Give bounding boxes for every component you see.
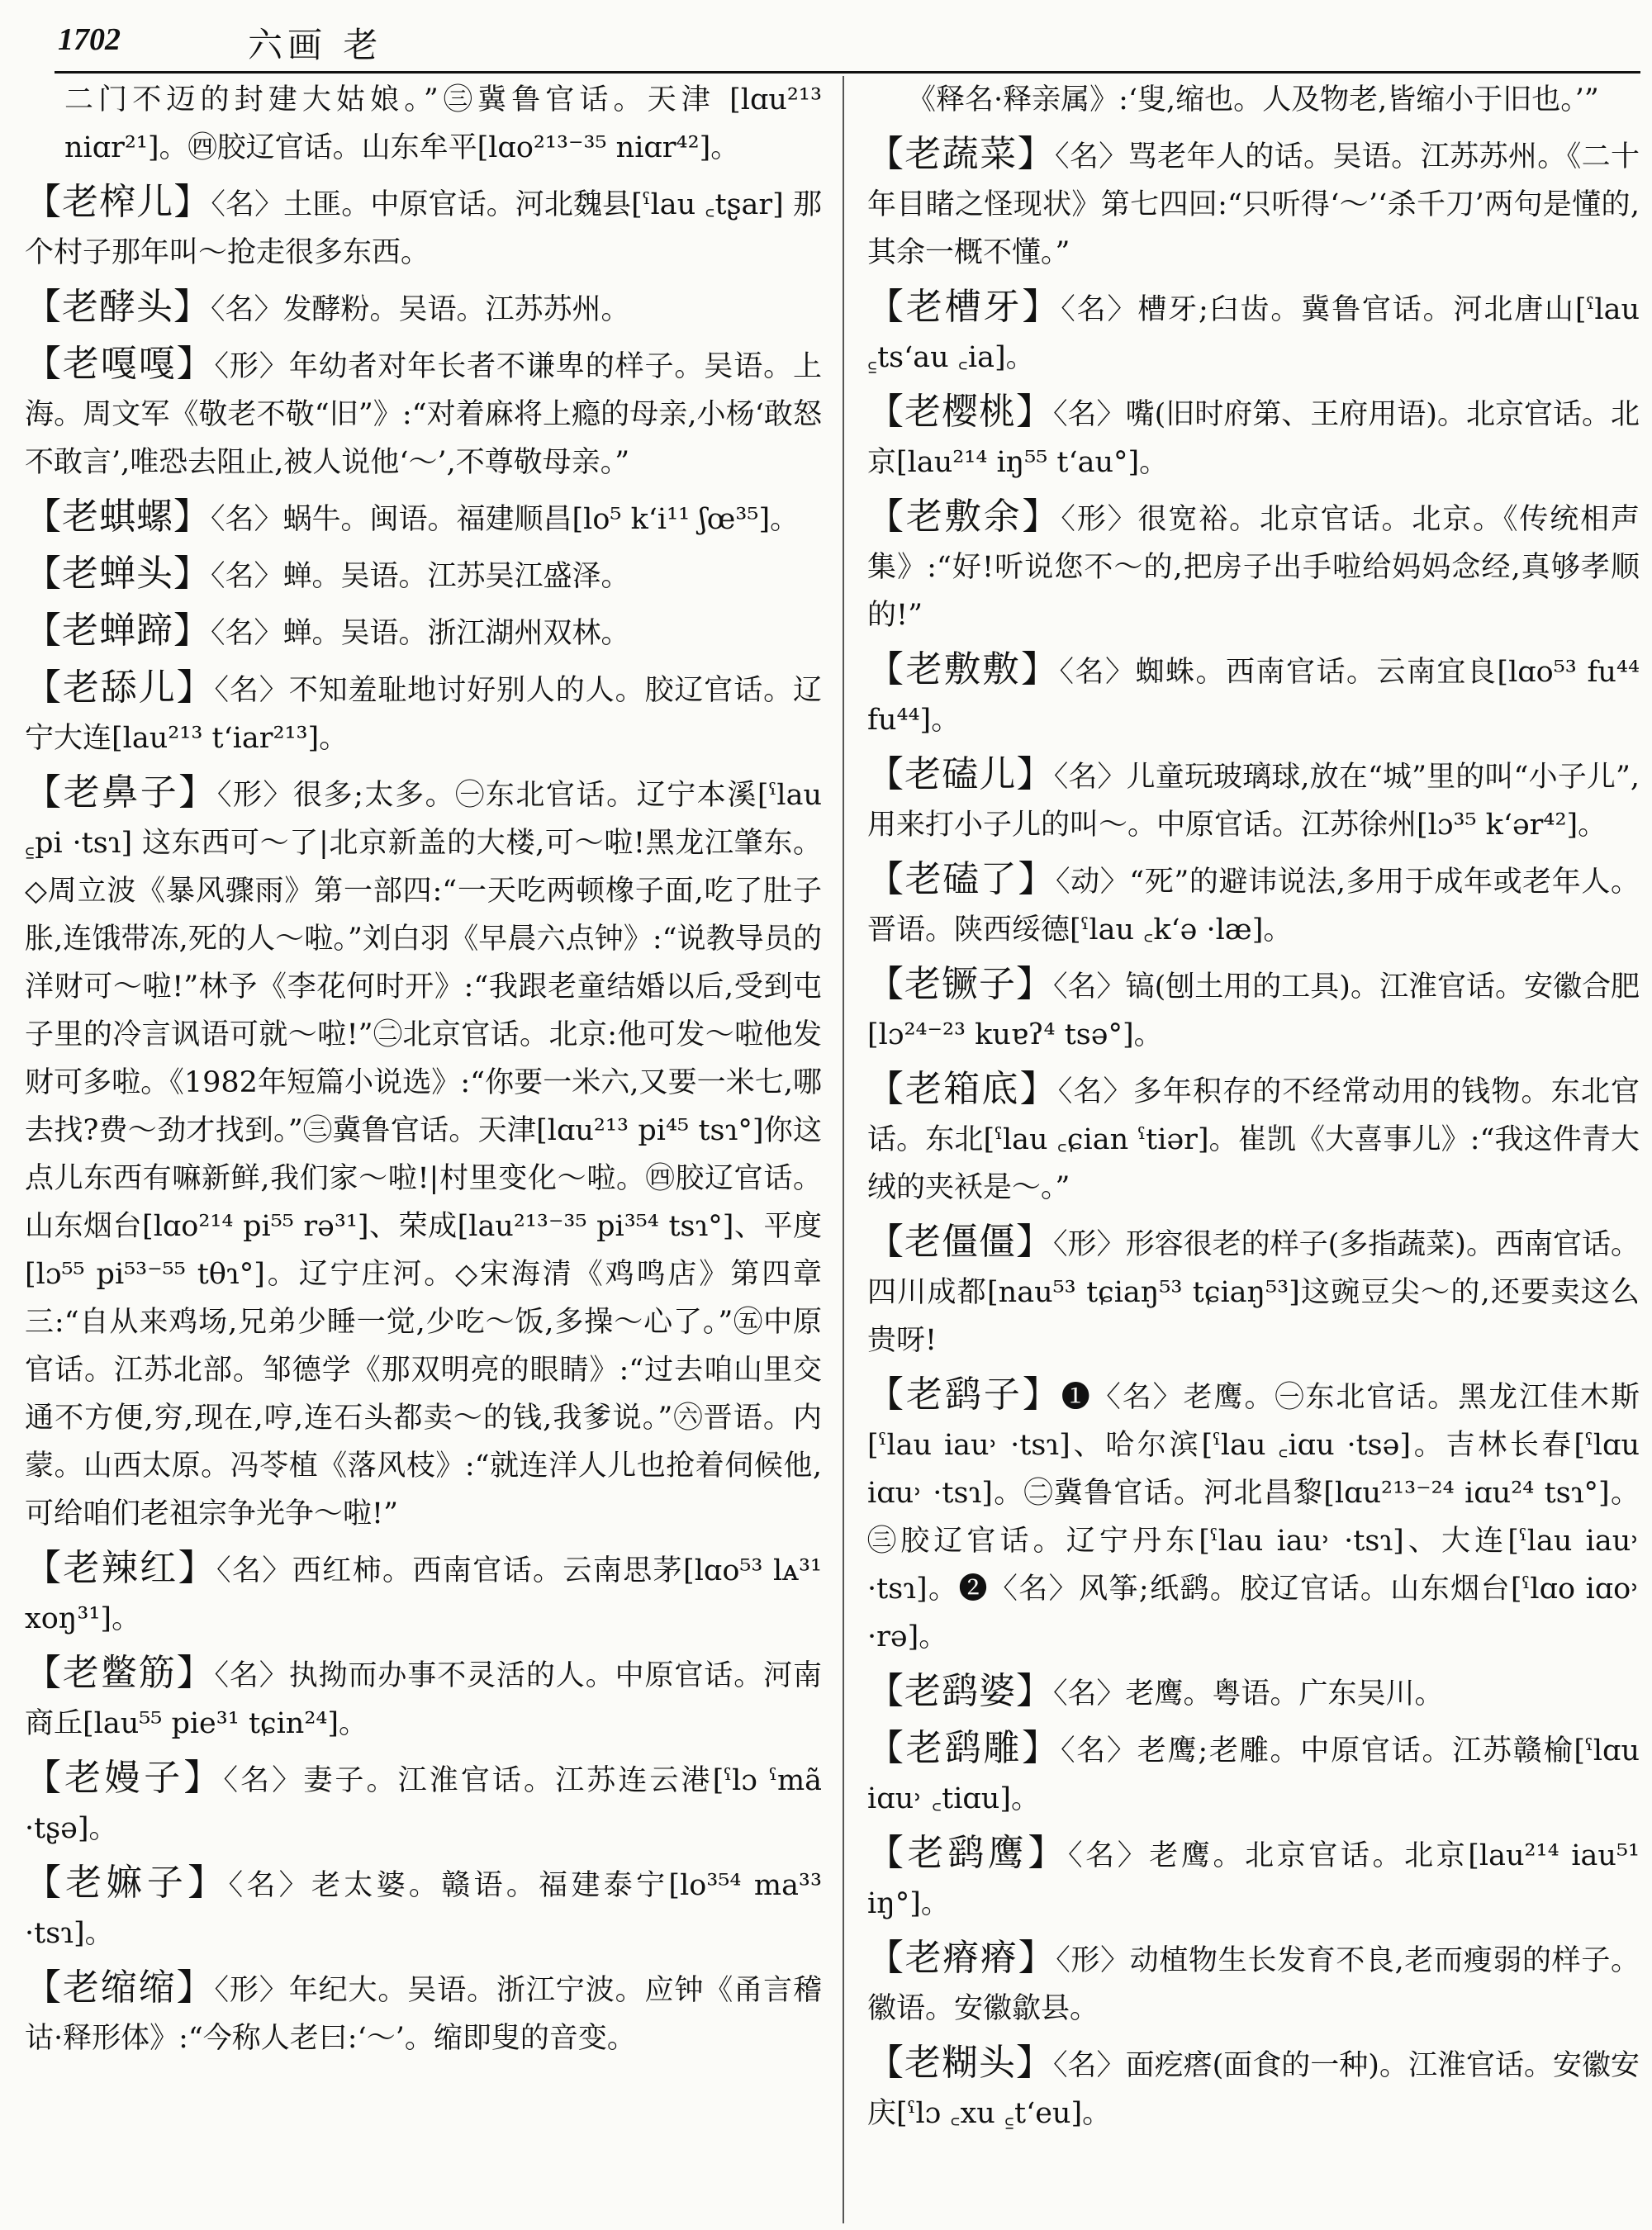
entry-definition: 〈动〉“死”的避讳说法,多用于成年或老年人。晋语。陕西绥德[ˤlau ꜀k‘ə ·læ]。: [867, 866, 1640, 947]
right-column: [867, 76, 1640, 2144]
entry-headword: 【老箱底】: [867, 1068, 1058, 1110]
entry-definition: 〈名〉妻子。江淮官话。江苏连云港[ˤlɔ ˤmã ·tʂə]。: [25, 1764, 823, 1845]
entry-definition: 〈名〉嘴(旧时府第、王府用语)。北京官话。北京[lau²¹⁴ iŋ⁵⁵ t‘au°]。: [867, 398, 1640, 479]
page-number: 1702: [58, 22, 121, 57]
entry-definition: 〈名〉蝉。吴语。浙江湖州双林。: [211, 617, 630, 650]
dictionary-entry: [25, 1544, 822, 1643]
dictionary-entry: [867, 2039, 1640, 2137]
dictionary-entry: [867, 76, 1640, 124]
entry-definition: 〈名〉老鹰。粤语。广东吴川。: [1053, 1677, 1444, 1710]
dictionary-entry: [867, 751, 1640, 849]
dictionary-entry: [867, 1218, 1640, 1364]
dictionary-entry: [867, 493, 1640, 639]
entry-definition: 〈名〉蜘蛛。西南官话。云南宜良[lɑo⁵³ fu⁴⁴ fu⁴⁴]。: [867, 656, 1640, 737]
dictionary-entry: [867, 1934, 1640, 2033]
dictionary-entry: [25, 1859, 822, 1957]
dictionary-entry: [25, 769, 822, 1538]
entry-headword: 【老敷敷】: [867, 648, 1060, 690]
entry-definition: 〈形〉年幼者对年长者不谦卑的样子。吴语。上海。周文军《敬老不敬“旧”》:“对着麻将上瘾的母亲,小杨‘敢怒不敢言’,唯恐去阻止,被人说他‘～’,不尊敬母亲。”: [25, 350, 822, 479]
dictionary-entry: [25, 340, 822, 486]
entry-headword: 【老酵头】: [25, 286, 211, 328]
entry-definition: 《释名·释亲属》:‘叟,缩也。人及物老,皆缩小于旧也。’”: [907, 83, 1599, 116]
dictionary-entry: [867, 961, 1640, 1059]
entry-headword: 【老嫲子】: [25, 1862, 229, 1904]
entry-headword: 【老磕了】: [867, 858, 1056, 900]
entry-headword: 【老糊头】: [867, 2042, 1054, 2084]
entry-headword: 【老嫚子】: [25, 1757, 224, 1799]
dictionary-entry: [25, 1754, 822, 1853]
dictionary-entry: [867, 1371, 1640, 1661]
entry-headword: 【老槽牙】: [867, 286, 1061, 328]
entry-headword: 【老辣红】: [25, 1547, 217, 1589]
entry-definition: 〈名〉面疙瘩(面食的一种)。江淮官话。安徽安庆[ˤlɔ ꜀xu ꜁t‘eu]。: [867, 2049, 1640, 2130]
column-divider: [843, 76, 844, 2223]
dictionary-entry: [867, 1065, 1640, 1212]
entry-definition: 〈形〉年纪大。吴语。浙江宁波。应钟《甬言稽诂·释形体》:“今称人老曰:‘～’。缩即叟的音变。: [25, 1974, 822, 2055]
section-title: 六画 老: [248, 25, 383, 65]
dictionary-entry: [867, 856, 1640, 954]
entry-definition: 〈形〉形容很老的样子(多指蔬菜)。西南官话。四川成都[nau⁵³ tɕiaŋ⁵³ tɕiaŋ⁵³]这豌豆尖～的,还要卖这么贵呀!: [867, 1228, 1640, 1357]
entry-definition: 〈名〉儿童玩玻璃球,放在“城”里的叫“小子儿”,用来打小子儿的叫～。中原官话。江苏徐州[lɔ³⁵ k‘ər⁴²]。: [867, 761, 1640, 842]
page-header: [58, 15, 1644, 66]
dictionary-entry: [25, 550, 822, 600]
dictionary-entry: [25, 493, 822, 543]
dictionary-entry: [867, 1829, 1640, 1928]
entry-definition: 〈名〉执拗而办事不灵活的人。中原官话。河南商丘[lau⁵⁵ pie³¹ tɕin²⁴]。: [25, 1659, 822, 1740]
entry-definition: 〈名〉不知羞耻地讨好别人的人。胶辽官话。辽宁大连[lau²¹³ t‘iar²¹³]。: [25, 674, 822, 755]
entry-headword: 【老缩缩】: [25, 1967, 215, 2009]
dictionary-entry: [867, 1668, 1640, 1718]
entry-definition: 〈名〉槽牙;臼齿。冀鲁官话。河北唐山[ˤlau ꜁ts‘au ꜀ia]。: [867, 293, 1640, 374]
dictionary-entry: [867, 130, 1640, 277]
entry-headword: 【老嘎嘎】: [25, 343, 215, 385]
entry-headword: 【老蝉头】: [25, 553, 211, 595]
entry-definition: 〈名〉老鹰。北京官话。北京[lau²¹⁴ iau⁵¹ iŋ°]。: [867, 1839, 1640, 1920]
entry-definition: 〈名〉多年积存的不经常动用的钱物。东北官话。东北[ˤlau ꜀ɕian ˤtiər]。崔凯《大喜事儿》:“我这件青大绒的夹袄是～。”: [867, 1075, 1640, 1204]
entry-definition: 〈形〉很多;太多。㊀东北官话。辽宁本溪[ˤlau ꜁pi ·tsɿ] 这东西可～了|北京新盖的大楼,可～啦!黑龙江肇东。◇周立波《暴风骤雨》第一部四:“一天吃两顿橡子面,吃了肚子胀,连饿带冻,死的人～啦。”刘白羽《早晨六点钟》:“说教导员的洋财可～啦!”林予《李花何时开》:“我跟老童结婚以后,受到屯子里的冷言讽语可就～啦!”㊁北京官话。北京:他可发～啦他发财可多啦。《1982年短篇小说选》:“你要一米六,又要一米七,哪去找?费～劲才找到。”㊂冀鲁官话。天津[lɑu²¹³ pi⁴⁵ tsɿ°]你这点儿东西有嘛新鲜,我们家～啦!|村里变化～啦。㊃胶辽官话。山东烟台[lɑo²¹⁴ pi⁵⁵ rə³¹]、荣成[lau²¹³⁻³⁵ pi³⁵⁴ tsɿ°]、平度[lɔ⁵⁵ pi⁵³⁻⁵⁵ tθɿ°]。辽宁庄河。◇宋海清《鸡鸣店》第四章三:“自从来鸡场,兄弟少睡一觉,少吃～饭,多操～心了。”㊄中原官话。江苏北部。邹德学《那双明亮的眼睛》:“过去咱山里交通不方便,穷,现在,哼,连石头都卖～的钱,我爹说。”㊅晋语。内蒙。山西太原。冯苓植《落风枝》:“就连洋人儿也抢着伺候他,可给咱们老祖宗争光争～啦!”: [25, 779, 822, 1530]
entry-definition: 〈名〉发酵粉。吴语。江苏苏州。: [211, 293, 630, 326]
entry-definition: 〈名〉老鹰;老雕。中原官话。江苏赣榆[ˤlɑu iɑu˒ ꜀tiɑu]。: [867, 1734, 1640, 1815]
entry-definition: ❶〈名〉老鹰。㊀东北官话。黑龙江佳木斯[ˤlau iau˒ ·tsɿ]、哈尔滨[ˤlau ꜀iɑu ·tsə]。吉林长春[ˤlɑu iɑu˒ ·tsɿ]。㊁冀鲁官话。河北昌黎[lɑu²¹³⁻²⁴ iɑu²⁴ tsɿ°]。㊂胶辽官话。辽宁丹东[ˤlau iau˒ ·tsɿ]、大连[ˤlau iau˒ ·tsɿ]。❷〈名〉风筝;纸鹞。胶辽官话。山东烟台[ˤlɑo iɑo˒ ·rə]。: [867, 1381, 1640, 1654]
dictionary-entry: [25, 1649, 822, 1748]
dictionary-entry: [25, 178, 822, 277]
dictionary-entry: [867, 1725, 1640, 1823]
entry-headword: 【老榨儿】: [25, 181, 211, 223]
dictionary-entry: [25, 664, 822, 762]
entry-definition: 〈名〉蝉。吴语。江苏吴江盛泽。: [211, 560, 630, 593]
dictionary-entry: [25, 76, 822, 172]
entry-definition: 〈形〉动植物生长发育不良,老而瘦弱的样子。徽语。安徽歙县。: [867, 1944, 1640, 2025]
dictionary-entry: [25, 607, 822, 657]
dictionary-entry: [867, 388, 1640, 486]
dictionary-entry: [867, 283, 1640, 382]
entry-headword: 【老镢子】: [867, 963, 1054, 1005]
entry-headword: 【老磕儿】: [867, 753, 1054, 795]
header-rule: [55, 71, 1640, 74]
entry-headword: 【老鹞雕】: [867, 1727, 1061, 1769]
left-column: [25, 76, 822, 2069]
dictionary-entry: [25, 283, 822, 334]
dictionary-entry: [25, 1964, 822, 2062]
entry-headword: 【老鹞子】: [867, 1374, 1061, 1416]
entry-headword: 【老鹞鹰】: [867, 1832, 1068, 1874]
entry-headword: 【老蜞螺】: [25, 496, 211, 538]
entry-definition: 〈名〉土匪。中原官话。河北魏县[ˤlau ꜀tʂar] 那个村子那年叫～抢走很多东西。: [25, 188, 822, 269]
entry-headword: 【老樱桃】: [867, 391, 1054, 433]
entry-definition: 〈名〉老太婆。赣语。福建泰宁[lo³⁵⁴ ma³³ ·tsɿ]。: [25, 1869, 822, 1950]
entry-headword: 【老鳖筋】: [25, 1652, 215, 1694]
entry-definition: 〈名〉西红柿。西南官话。云南思茅[lɑo⁵³ lᴀ³¹ xoŋ³¹]。: [25, 1554, 823, 1635]
entry-headword: 【老舔儿】: [25, 667, 215, 709]
entry-definition: 二门不迈的封建大姑娘。”㊂冀鲁官话。天津 [lɑu²¹³ niɑr²¹]。㊃胶辽官话。山东牟平[lɑo²¹³⁻³⁵ niɑr⁴²]。: [64, 83, 822, 164]
entry-headword: 【老鹞婆】: [867, 1670, 1053, 1712]
entry-headword: 【老瘠瘠】: [867, 1937, 1056, 1979]
entry-definition: 〈名〉镐(刨土用的工具)。江淮官话。安徽合肥[lɔ²⁴⁻²³ kuɐʔ⁴ tsə°]。: [867, 970, 1640, 1051]
entry-headword: 【老敷余】: [867, 496, 1061, 538]
entry-definition: 〈名〉骂老年人的话。吴语。江苏苏州。《二十年目睹之怪现状》第七四回:“只听得‘～’‘杀千刀’两句是懂的,其余一概不懂。”: [867, 140, 1640, 269]
entry-headword: 【老蔬菜】: [867, 133, 1055, 175]
entry-headword: 【老蝉蹄】: [25, 610, 211, 652]
entry-headword: 【老僵僵】: [867, 1221, 1054, 1263]
entry-definition: 〈形〉很宽裕。北京官话。北京。《传统相声集》:“好!听说您不～的,把房子出手啦给妈妈念经,真够孝顺的!”: [867, 503, 1640, 632]
dictionary-entry: [867, 646, 1640, 744]
entry-definition: 〈名〉蜗牛。闽语。福建顺昌[lo⁵ k‘i¹¹ ʃœ³⁵]。: [211, 503, 800, 536]
entry-headword: 【老鼻子】: [25, 771, 217, 814]
